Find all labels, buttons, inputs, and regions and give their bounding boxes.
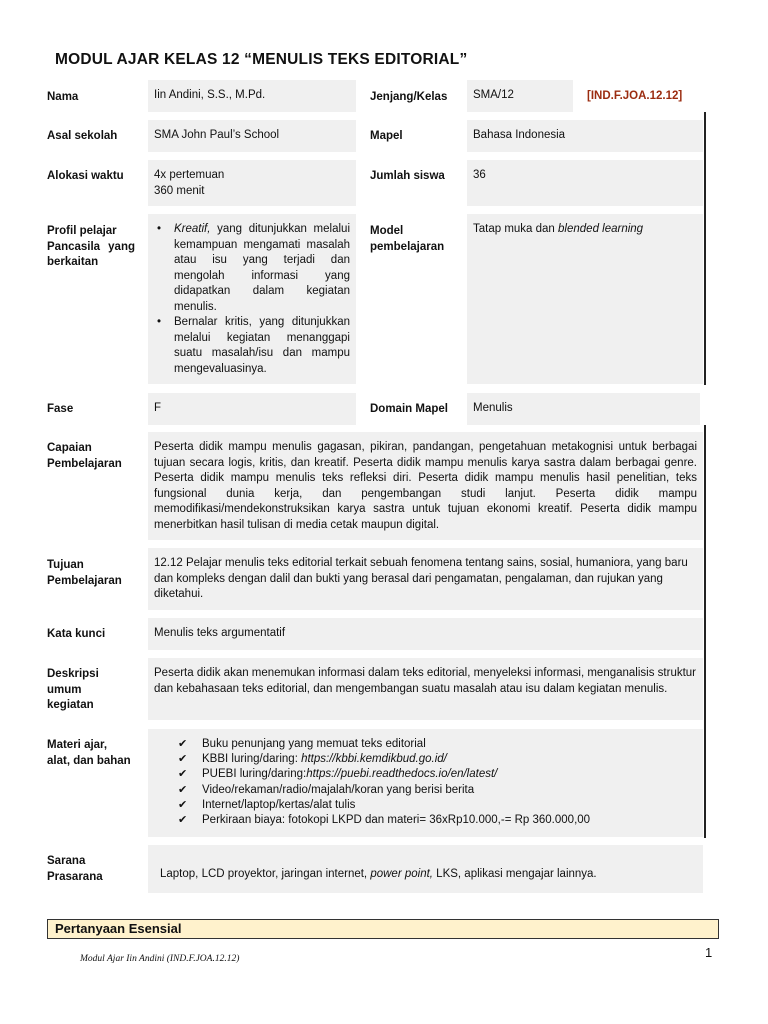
tujuan-text: 12.12 Pelajar menulis teks editorial terkait sebuah fenomena tentang sains, sosial, humaniora, yang baru dan kompleks dengan dalil dan bukti yang berasal dari pengamatan, pengalaman, dan rujukan yang diketahui. xyxy=(154,557,688,600)
profil-label-line2: Pancasila yang xyxy=(47,240,135,253)
deskripsi-label-line2: umum xyxy=(47,683,82,696)
tujuan-text-box xyxy=(148,548,703,610)
domain-mapel-value-box xyxy=(467,393,700,425)
deskripsi-label-line1: Deskripsi xyxy=(47,668,99,680)
profil-bullet-list xyxy=(154,222,350,377)
deskripsi-text-box xyxy=(148,658,703,720)
mapel-label: Mapel xyxy=(370,130,403,142)
profil-bullet-item xyxy=(154,222,350,315)
materi-item-text: Video/rekaman/radio/majalah/koran yang berisi berita xyxy=(202,783,475,796)
model-pembelajaran-value-box xyxy=(467,214,703,384)
profil-bullet1-keyword: Kreatif, xyxy=(174,223,211,235)
right-border-line xyxy=(704,425,706,838)
checkmark-icon: ✔ xyxy=(178,814,188,827)
bullet-dot-icon: • xyxy=(157,316,162,328)
mapel-value-box xyxy=(467,120,703,152)
puebi-link[interactable]: https://puebi.readthedocs.io/en/latest/ xyxy=(306,768,498,781)
list-item xyxy=(178,767,697,782)
alokasi-waktu-value-box xyxy=(148,160,356,206)
list-item xyxy=(178,737,697,752)
jenjang-value: SMA/12 xyxy=(473,89,514,101)
capaian-text: Peserta didik mampu menulis gagasan, pikiran, pandangan, pengetahuan metakognisi untuk berbagai tujuan secara logis, kritis, dan kreatif. Peserta didik mampu menulis karya sastra dalam berbagai genre. Peserta didik mampu menulis teks refleksi diri. Peserta didik mampu menulis hasil penelitian, teks fungsional dunia kerja, dan pengembangan studi lanjut. Peserta didik mampu memodifikasi/mendekonstruksikan karya sastra untuk tujuan ekonomi kreatif. Peserta didik mampu menerbitkan hasil tulisan di media cetak maupun digital. xyxy=(154,441,697,531)
nama-label: Nama xyxy=(47,91,79,103)
materi-item-text: Internet/laptop/kertas/alat tulis xyxy=(202,798,356,811)
right-border-line xyxy=(704,112,706,385)
asal-sekolah-value-box xyxy=(148,120,356,152)
jenjang-value-box xyxy=(467,80,573,112)
asal-sekolah-label: Asal sekolah xyxy=(47,130,118,142)
materi-item-text: Buku penunjang yang memuat teks editorial xyxy=(202,738,426,750)
model-label-line2: pembelajaran xyxy=(370,240,445,253)
materi-label xyxy=(47,738,131,769)
checkmark-icon: ✔ xyxy=(178,783,188,796)
profil-label-line1: Profil pelajar xyxy=(47,225,117,237)
checkmark-icon: ✔ xyxy=(178,768,188,781)
page-footer: Modul Ajar Iin Andini (IND.F.JOA.12.12) xyxy=(80,954,240,964)
list-item xyxy=(178,798,697,813)
bullet-dot-icon: • xyxy=(157,223,162,235)
sarana-label xyxy=(47,854,103,885)
document-title: MODUL AJAR KELAS 12 “MENULIS TEKS EDITORIAL” xyxy=(55,51,468,68)
jumlah-siswa-value: 36 xyxy=(473,169,486,181)
sarana-label-line1: Sarana xyxy=(47,855,86,867)
model-pembelajaran-label xyxy=(370,224,444,255)
nama-value-box xyxy=(148,80,356,112)
profil-pelajar-value-box xyxy=(148,214,356,384)
kata-kunci-value: Menulis teks argumentatif xyxy=(154,627,286,639)
profil-bullet-item xyxy=(154,315,350,377)
materi-item-text: PUEBI luring/daring: xyxy=(202,768,307,781)
checkmark-icon: ✔ xyxy=(178,753,188,766)
jenjang-label: Jenjang/Kelas xyxy=(370,91,448,103)
profil-label-line3: berkaitan xyxy=(47,256,99,268)
tujuan-label xyxy=(47,558,122,589)
materi-item-text: Perkiraan biaya: fotokopi LKPD dan materi= 36xRp10.000,-= Rp 360.000,00 xyxy=(202,814,591,827)
materi-list-box xyxy=(148,729,703,837)
sarana-value-prefix: Laptop, LCD proyektor, jaringan internet, xyxy=(160,868,371,880)
section-heading-pertanyaan-esensial: Pertanyaan Esensial xyxy=(47,919,719,939)
model-value-italic: blended learning xyxy=(558,223,644,235)
module-code: [IND.F.JOA.12.12] xyxy=(587,90,683,102)
jumlah-siswa-label: Jumlah siswa xyxy=(370,170,445,182)
alokasi-waktu-label: Alokasi waktu xyxy=(47,170,124,182)
sarana-label-line2: Prasarana xyxy=(47,870,103,883)
capaian-text-box xyxy=(148,432,703,540)
kata-kunci-value-box xyxy=(148,618,703,650)
domain-mapel-label: Domain Mapel xyxy=(370,403,448,415)
fase-label: Fase xyxy=(47,403,74,415)
sarana-value-suffix: LKS, aplikasi mengajar lainnya. xyxy=(432,868,597,880)
list-item xyxy=(178,783,697,798)
asal-sekolah-value: SMA John Paul’s School xyxy=(154,129,280,141)
sarana-value-italic: power point, xyxy=(370,868,433,880)
alokasi-waktu-line1: 4x pertemuan xyxy=(154,169,225,181)
nama-value: Iin Andini, S.S., M.Pd. xyxy=(154,89,266,101)
page-number: 1 xyxy=(705,945,713,960)
tujuan-label-line1: Tujuan xyxy=(47,559,84,571)
profil-bullet2-text: Bernalar kritis, yang ditunjukkan melalui kegiatan menanggapi suatu masalah/isu dan mampu mengevaluasinya. xyxy=(174,316,350,375)
sarana-value-box xyxy=(148,845,703,893)
fase-value-box xyxy=(148,393,356,425)
materi-checklist xyxy=(154,737,697,828)
checkmark-icon: ✔ xyxy=(178,798,188,811)
checkmark-icon: ✔ xyxy=(178,738,188,750)
kbbi-link[interactable]: https://kbbi.kemdikbud.go.id/ xyxy=(301,753,447,766)
list-item xyxy=(178,813,697,828)
capaian-label xyxy=(47,441,122,472)
profil-bullet1-text: yang ditunjukkan melalui kemampuan mengamati masalah atau isu yang terjadi dan mengolah informasi yang didapatkan dalam kegiatan menulis. xyxy=(174,223,350,313)
deskripsi-label-line3: kegiatan xyxy=(47,699,94,711)
mapel-value: Bahasa Indonesia xyxy=(473,129,566,141)
capaian-label-line1: Capaian xyxy=(47,442,92,454)
alokasi-waktu-line2: 360 menit xyxy=(154,184,205,197)
fase-value: F xyxy=(154,402,162,414)
jumlah-siswa-value-box xyxy=(467,160,703,206)
list-item xyxy=(178,752,697,767)
model-value-prefix: Tatap muka dan xyxy=(473,223,559,235)
kata-kunci-label: Kata kunci xyxy=(47,628,106,640)
deskripsi-label xyxy=(47,667,99,714)
materi-item-text: KBBI luring/daring: xyxy=(202,753,302,766)
profil-pelajar-label xyxy=(47,224,135,271)
materi-label-line2: alat, dan bahan xyxy=(47,754,131,767)
capaian-label-line2: Pembelajaran xyxy=(47,457,122,470)
tujuan-label-line2: Pembelajaran xyxy=(47,574,122,587)
model-label-line1: Model xyxy=(370,225,404,237)
materi-label-line1: Materi ajar, xyxy=(47,739,108,751)
domain-mapel-value: Menulis xyxy=(473,402,513,414)
deskripsi-text: Peserta didik akan menemukan informasi dalam teks editorial, menyeleksi informasi, menganalisis struktur dan kebahasaan teks editorial, dan mengembangan suatu masalah atau isu dalam kegiatan menulis. xyxy=(154,667,697,695)
